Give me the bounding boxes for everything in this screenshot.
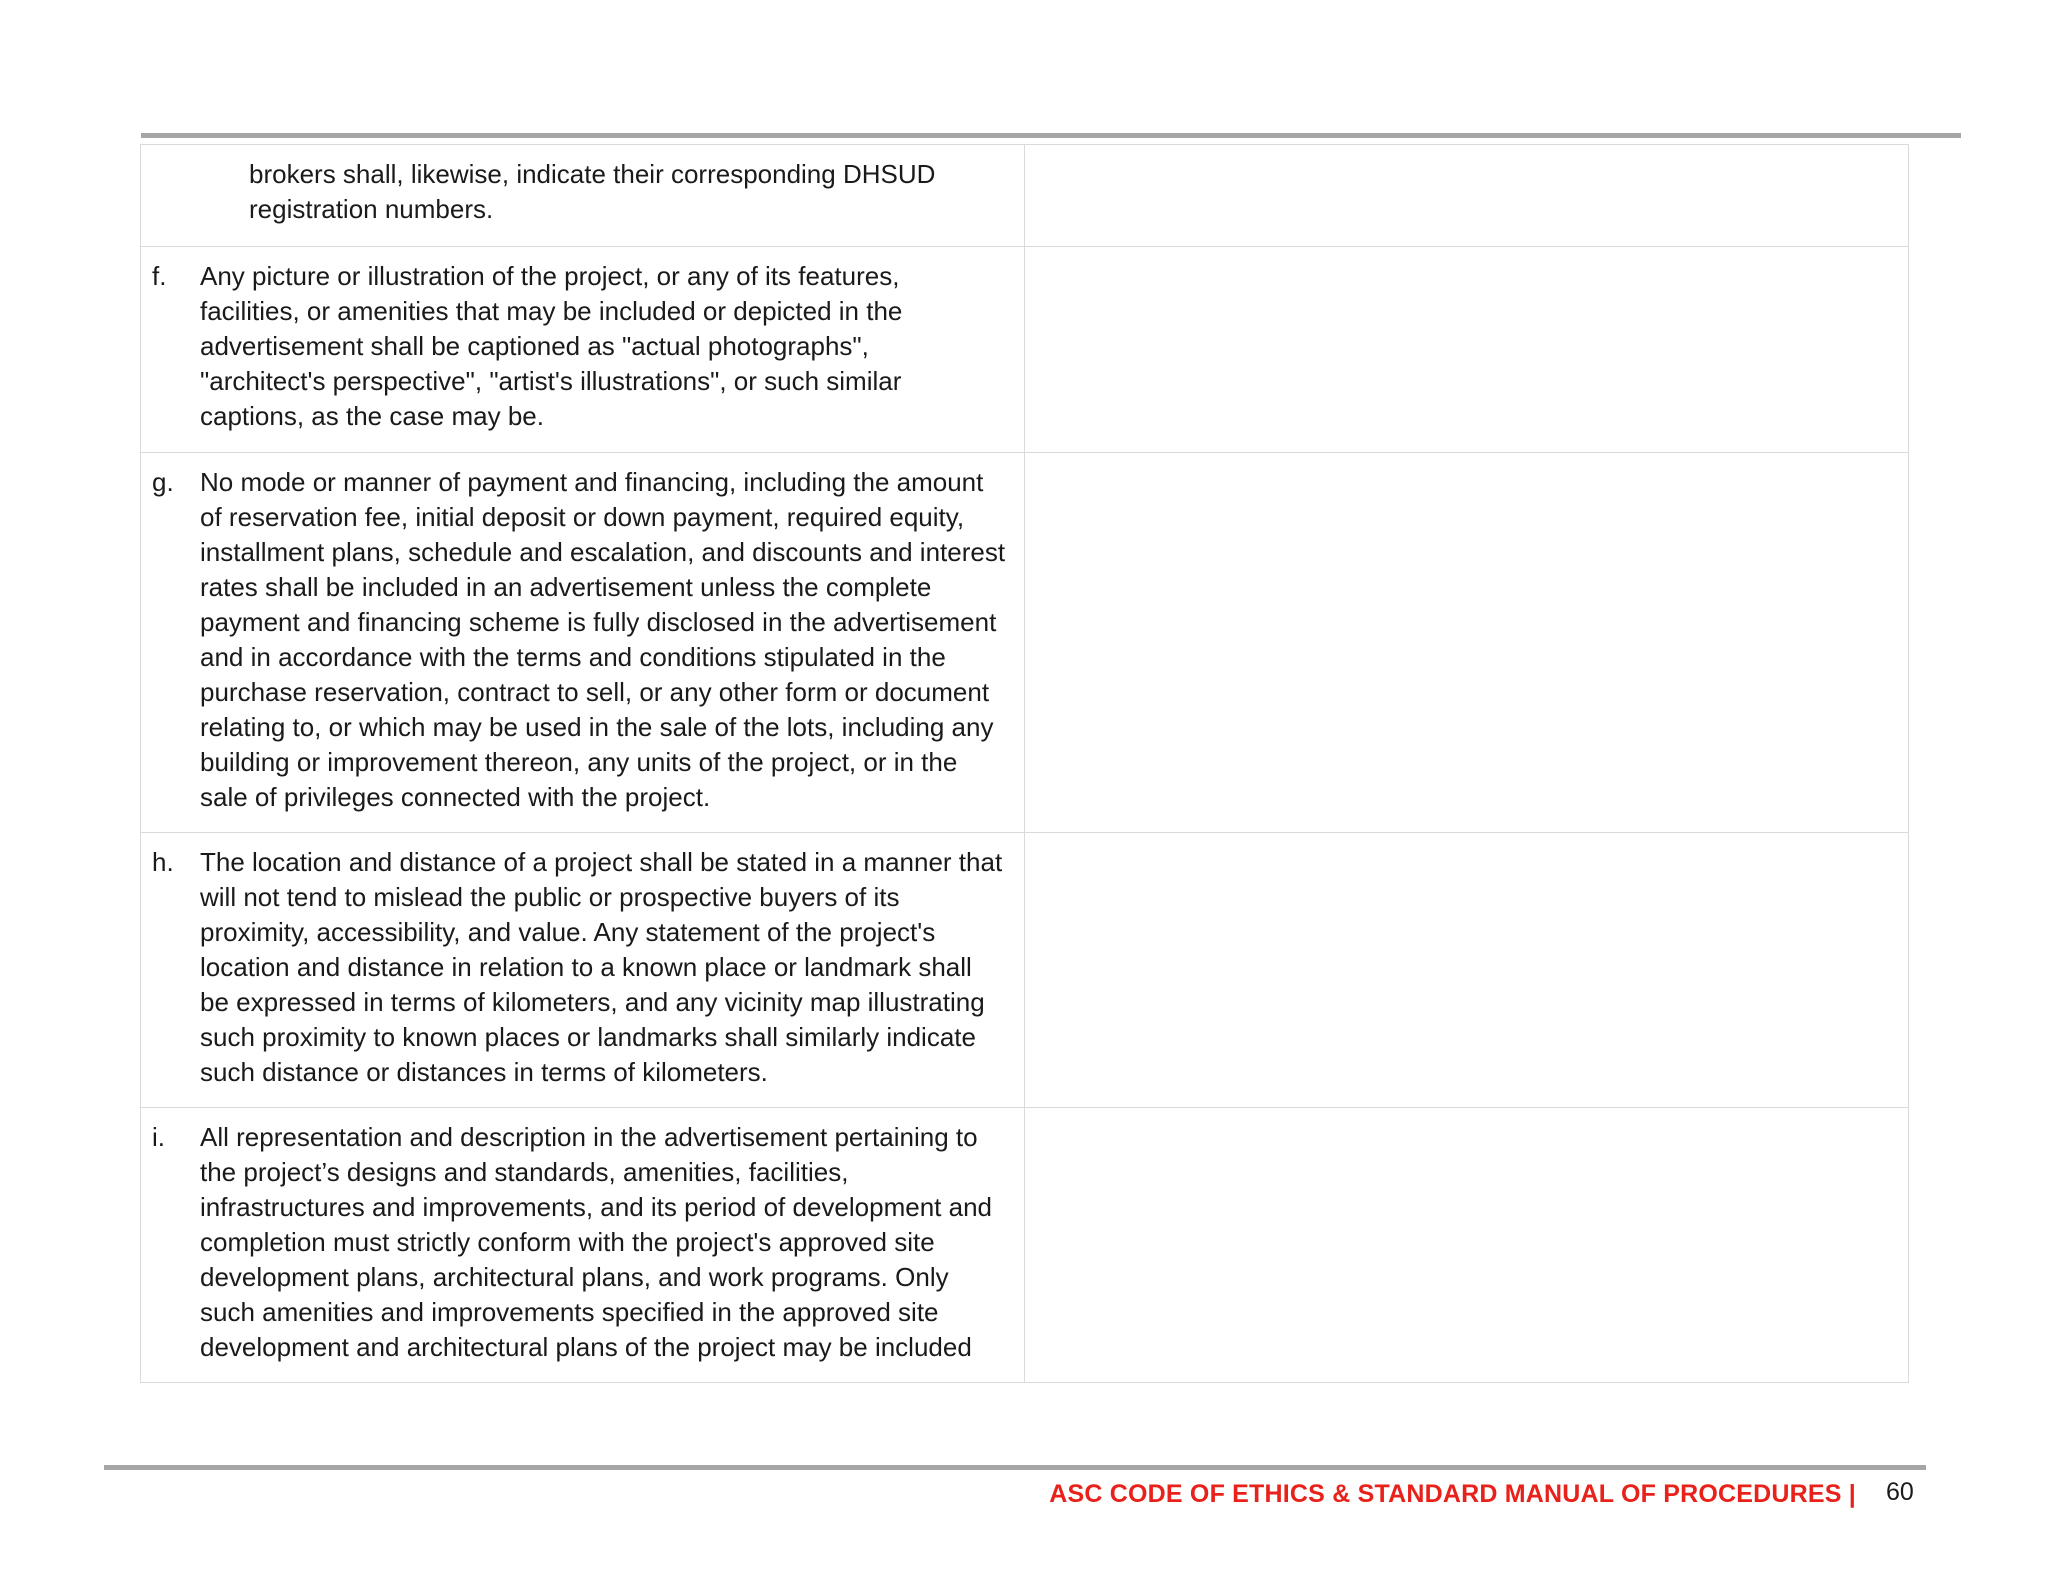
table-cell-right [1025,145,1909,247]
table-row [141,247,1909,453]
footer-rule [104,1465,1926,1470]
item-text: The location and distance of a project shall be stated in a manner that will not tend to mislead the public or prospective buyers of its proximity, accessibility, and value. Any statement of the project's location and distance in relation to a known place or landmark shall be expressed in terms of kilometers, and any vicinity map illustrating such proximity to known places or landmarks shall similarly indicate such distance or distances in terms of kilometers. [200,847,1003,1087]
table-cell-left [141,1108,1025,1383]
table-row [141,145,1909,247]
header-rule [141,133,1961,138]
item-letter: h. [152,847,174,877]
table-cell-right [1025,833,1909,1108]
item-letter: f. [152,261,167,291]
item-text: No mode or manner of payment and financing, including the amount of reservation fee, initial deposit or down payment, required equity, installment plans, schedule and escalation, and discounts and interest rates shall be included in an advertisement unless the complete payment and financing scheme is fully disclosed in the advertisement and in accordance with the terms and conditions stipulated in the purchase reservation, contract to sell, or any other form or document relating to, or which may be used in the sale of the lots, including any building or improvement thereon, any units of the project, or in the sale of privileges connected with the project. [200,467,1006,812]
footer-title: ASC CODE OF ETHICS & STANDARD MANUAL OF PROCEDURES | [1049,1480,1856,1508]
table-cell-right [1025,453,1909,833]
table-row [141,453,1909,833]
item-text: Any picture or illustration of the project, or any of its features, facilities, or amenities that may be included or depicted in the advertisement shall be captioned as "actual photographs", "architect's perspective", "artist's illustrations", or such similar captions, as the case may be. [200,261,903,431]
table-cell-right [1025,247,1909,453]
page-number: 60 [1886,1478,1914,1506]
item-text: All representation and description in the advertisement pertaining to the project’s designs and standards, amenities, facilities, infrastructures and improvements, and its period of development and completion must strictly conform with the project's approved site development plans, architectural plans, and work programs. Only such amenities and improvements specified in the approved site development and architectural plans of the project may be included [200,1122,992,1362]
table-cell-left [141,247,1025,453]
table-cell-left [141,833,1025,1108]
item-letter: g. [152,467,174,497]
table-cell-right [1025,1108,1909,1383]
table-row [141,1108,1909,1383]
continuation-text: brokers shall, likewise, indicate their corresponding DHSUD registration numbers. [249,159,936,224]
item-letter: i. [152,1122,165,1152]
table-row [141,833,1909,1108]
table-cell-left [141,145,1025,247]
procedures-table [140,144,1909,1383]
table-cell-left [141,453,1025,833]
